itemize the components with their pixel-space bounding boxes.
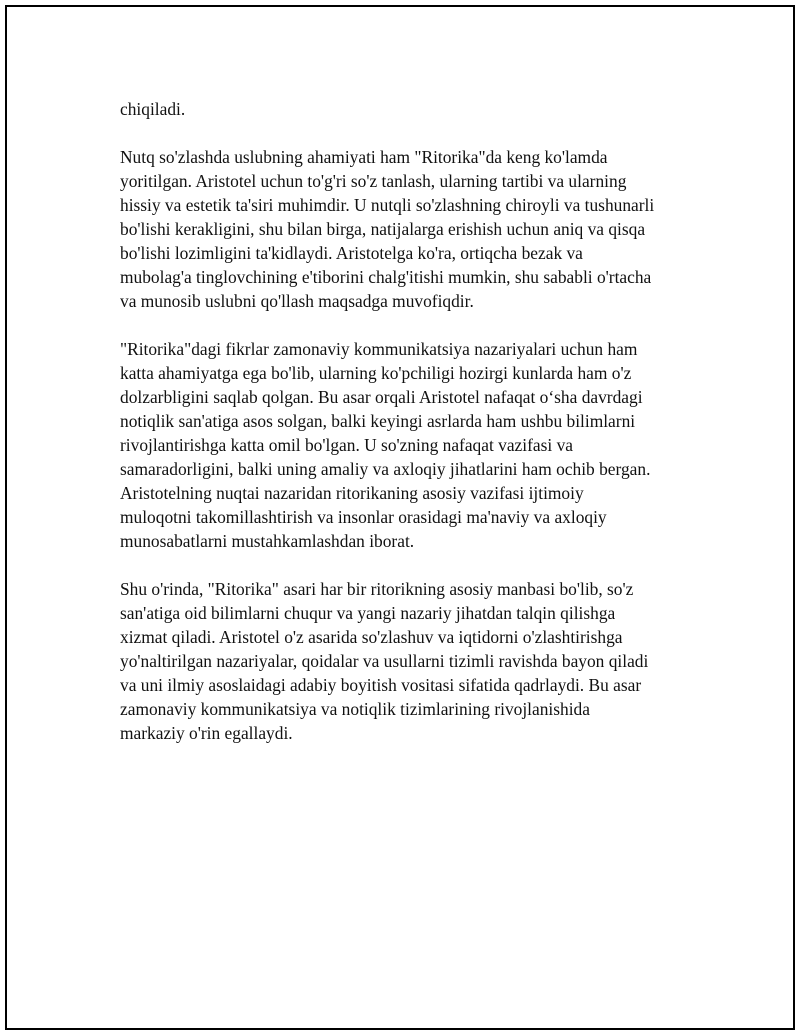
text-line: yo'naltirilgan nazariyalar, qoidalar va usullarni tizimli ravishda bayon qiladi bbox=[120, 651, 649, 671]
page-frame bbox=[5, 5, 795, 1030]
text-line: notiqlik san'atiga asos solgan, balki keyingi asrlarda ham ushbu bilimlarni bbox=[120, 411, 636, 431]
document-body bbox=[120, 97, 700, 769]
text-line: bo'lishi kerakligini, shu bilan birga, natijalarga erishish uchun aniq va qisqa bbox=[120, 219, 646, 239]
text-line: markaziy o'rin egallaydi. bbox=[120, 723, 293, 743]
text-line: Shu o'rinda, "Ritorika" asari har bir ritorikning asosiy manbasi bo'lib, so'z bbox=[120, 579, 634, 599]
text-line: muloqotni takomillashtirish va insonlar orasidagi ma'naviy va axloqiy bbox=[120, 507, 607, 527]
text-line: hissiy va estetik ta'siri muhimdir. U nutqli so'zlashning chiroyli va tushunarli bbox=[120, 195, 655, 215]
text-line: katta ahamiyatga ega bo'lib, ularning ko'pchiligi hozirgi kunlarda ham o'z bbox=[120, 363, 632, 383]
text-line: bo'lishi lozimligini ta'kidlaydi. Aristotelga ko'ra, ortiqcha bezak va bbox=[120, 243, 583, 263]
text-line: rivojlantirishga katta omil bo'lgan. U so'zning nafaqat vazifasi va bbox=[120, 435, 573, 455]
text-line: munosabatlarni mustahkamlashdan iborat. bbox=[120, 531, 415, 551]
text-line: chiqiladi. bbox=[120, 99, 186, 119]
text-line: samaradorligini, balki uning amaliy va axloqiy jihatlarini ham ochib bergan. bbox=[120, 459, 651, 479]
text-line: dolzarbligini saqlab qolgan. Bu asar orqali Aristotel nafaqat o‘sha davrdagi bbox=[120, 387, 643, 407]
paragraph-4 bbox=[120, 577, 700, 745]
text-line: yoritilgan. Aristotel uchun to'g'ri so'z tanlash, ularning tartibi va ularning bbox=[120, 171, 627, 191]
text-line: mubolag'a tinglovchining e'tiborini chalg'itishi mumkin, shu sababli o'rtacha bbox=[120, 267, 652, 287]
text-line: Aristotelning nuqtai nazaridan ritorikaning asosiy vazifasi ijtimoiy bbox=[120, 483, 584, 503]
paragraph-3 bbox=[120, 337, 700, 553]
text-line: va uni ilmiy asoslaidagi adabiy boyitish vositasi sifatida qadrlaydi. Bu asar bbox=[120, 675, 642, 695]
text-line: Nutq so'zlashda uslubning ahamiyati ham "Ritorika"da keng ko'lamda bbox=[120, 147, 608, 167]
paragraph-2 bbox=[120, 145, 700, 313]
text-line: zamonaviy kommunikatsiya va notiqlik tizimlarining rivojlanishida bbox=[120, 699, 590, 719]
text-line: xizmat qiladi. Aristotel o'z asarida so'zlashuv va iqtidorni o'zlashtirishga bbox=[120, 627, 623, 647]
text-line: san'atiga oid bilimlarni chuqur va yangi nazariy jihatdan talqin qilishga bbox=[120, 603, 616, 623]
text-line: va munosib uslubni qo'llash maqsadga muvofiqdir. bbox=[120, 291, 474, 311]
paragraph-1 bbox=[120, 97, 700, 121]
text-line: "Ritorika"dagi fikrlar zamonaviy kommunikatsiya nazariyalari uchun ham bbox=[120, 339, 638, 359]
